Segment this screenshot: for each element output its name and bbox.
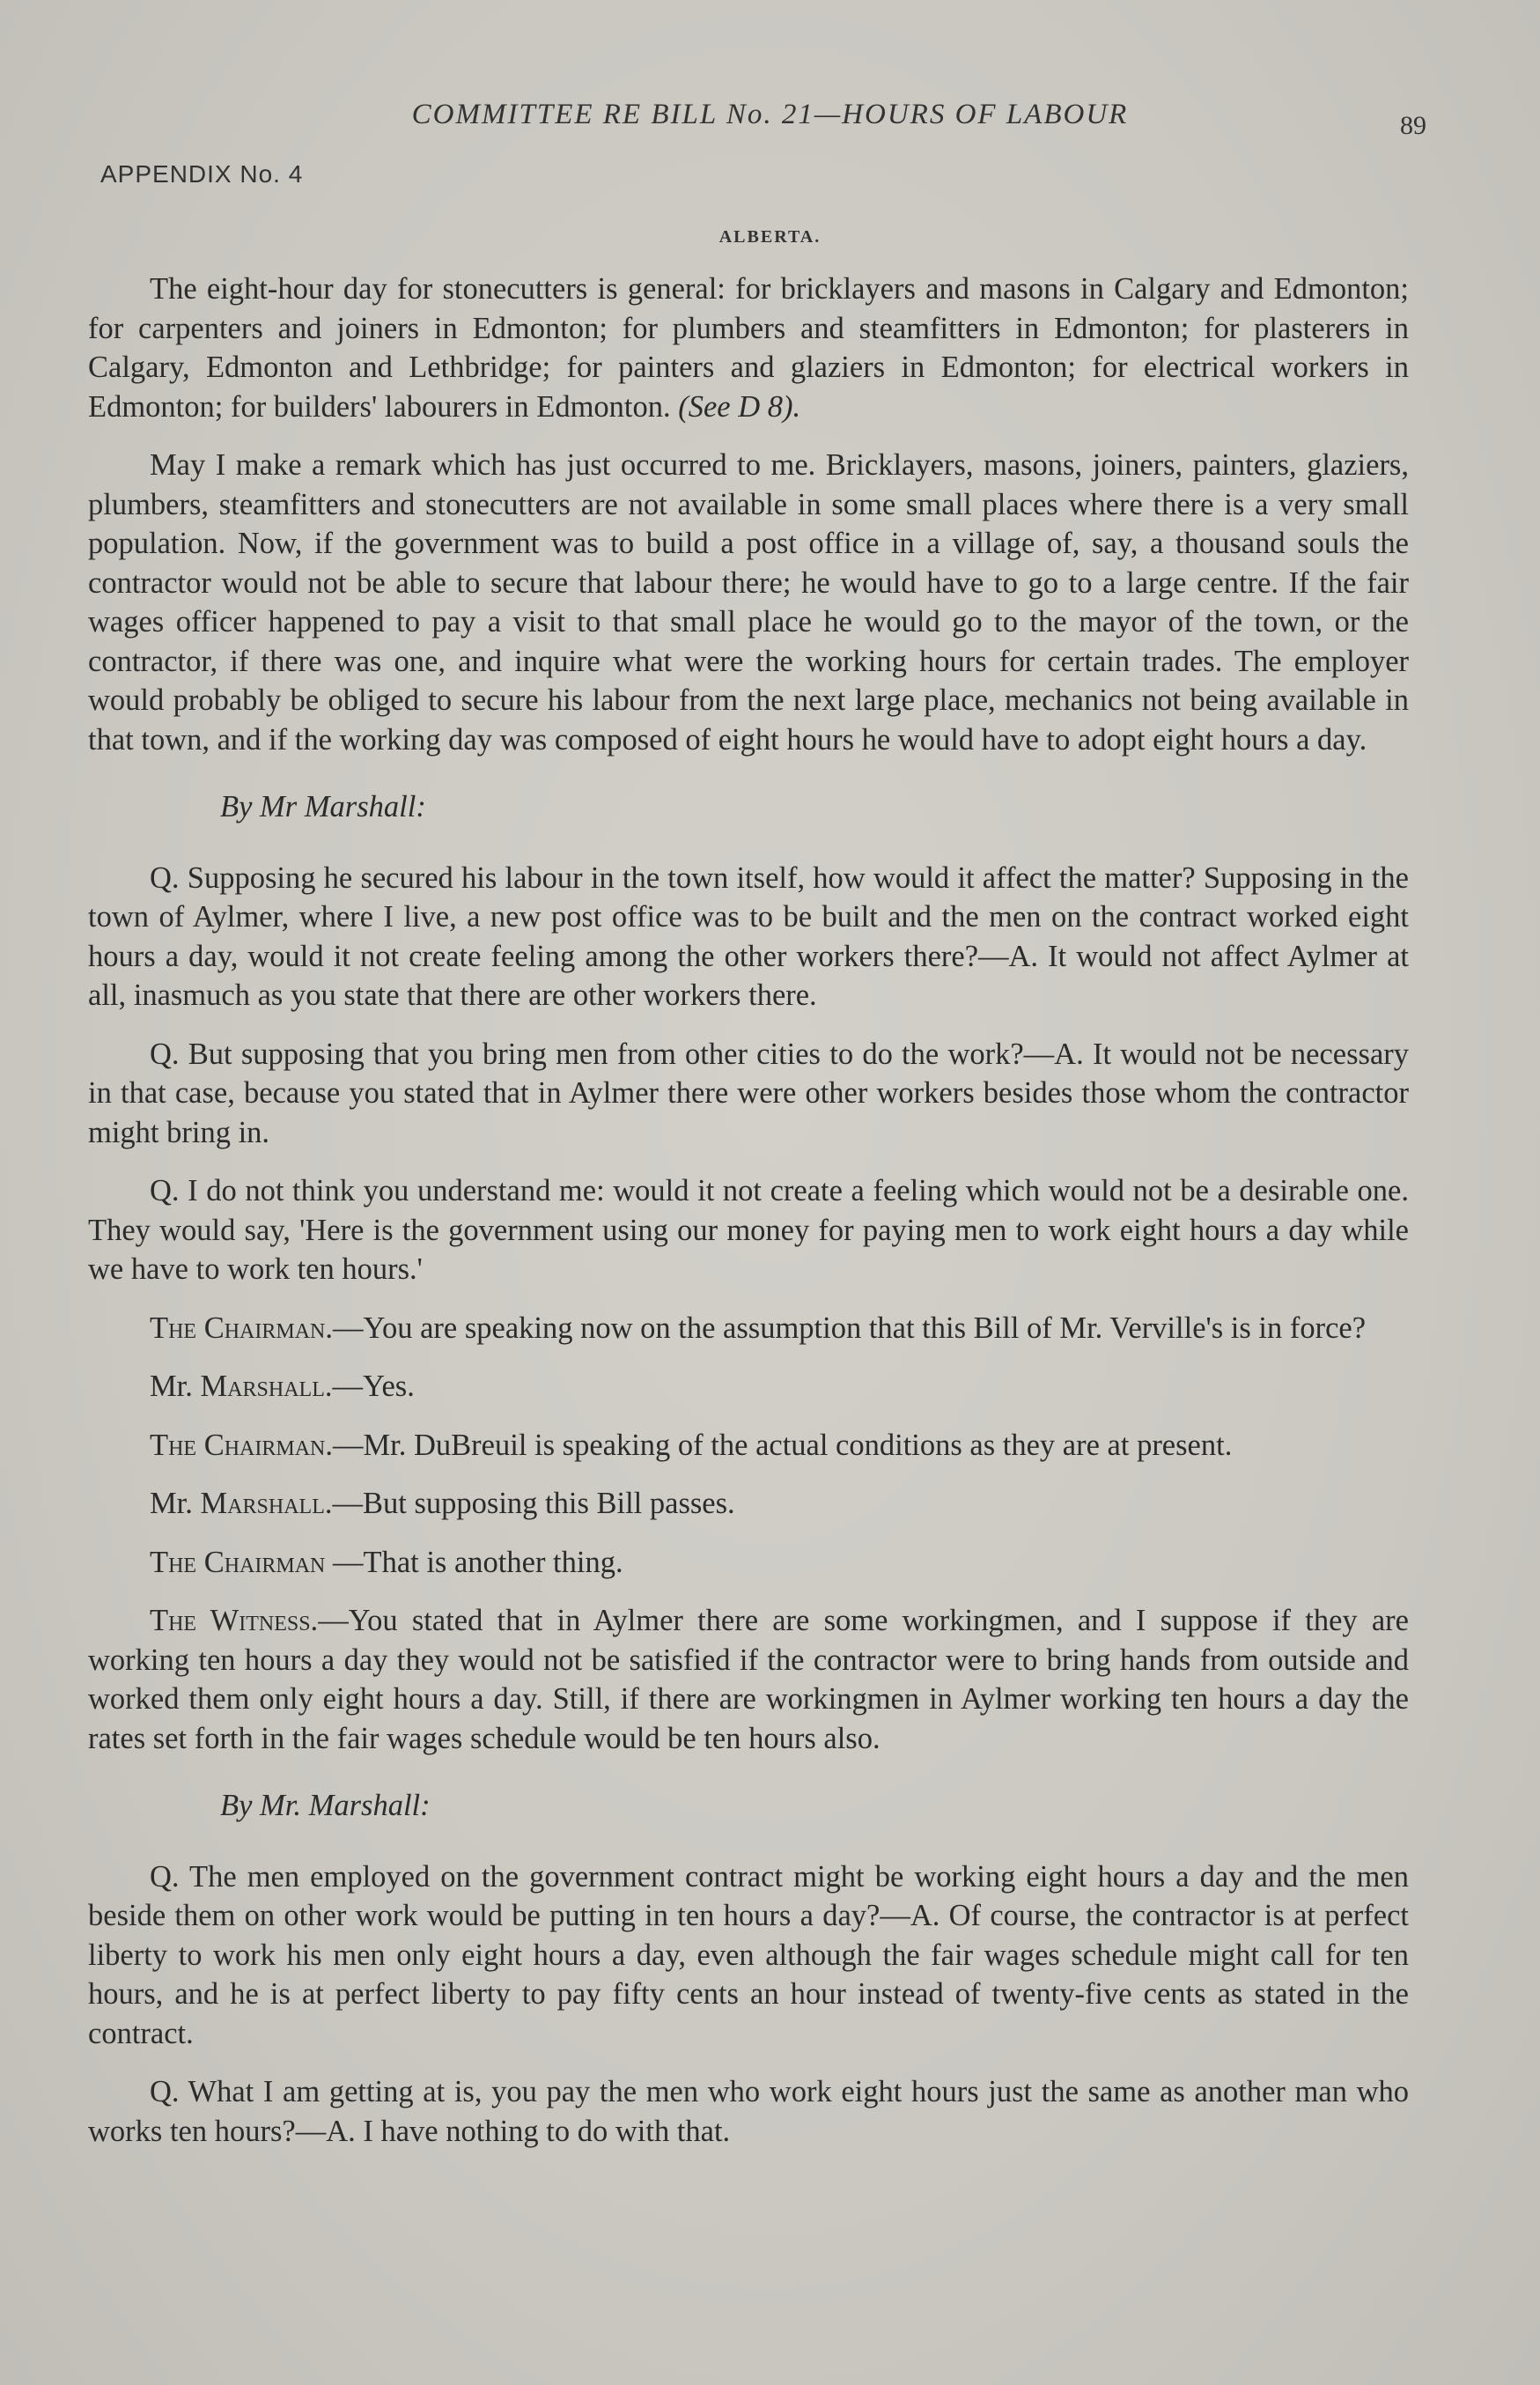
- speaker-name: The Witness.: [150, 1604, 319, 1637]
- speaker-name: Marshall.: [200, 1487, 333, 1520]
- speech-text: —You are speaking now on the assumption that this Bill of Mr. Verville's is in force?: [333, 1311, 1367, 1345]
- exchange-marshall: [88, 1484, 1409, 1524]
- speech-text: —Yes.: [332, 1370, 415, 1403]
- speech-text: —But supposing this Bill passes.: [332, 1487, 735, 1520]
- question-answer: Q. Supposing he secured his labour in the town itself, how would it affect the matter? Supposing in the town of Aylmer, where I live, a new post office was to be built and the men on the contract worked eight hours a day, would it not create feeling among the other workers there?—A. It would not affect Aylmer at all, inasmuch as you state that there are other workers there.: [88, 860, 1409, 1012]
- paragraph-text: The eight-hour day for stonecutters is general: for bricklayers and masons in Calgary and Edmonton; for carpenters and joiners in Edmonton; for plumbers and steamfitters in Edmonton; for plasterers in Calgary, Edmonton and Lethbridge; for painters and glaziers in Edmonton; for electrical workers in Edmonton; for builders' labourers in Edmonton.: [88, 272, 1409, 424]
- page-number: 89: [1400, 111, 1426, 140]
- body-text: [88, 270, 1409, 2170]
- examiner-heading: By Mr. Marshall:: [220, 1789, 431, 1822]
- speaker-prefix: Mr.: [150, 1487, 201, 1520]
- speaker-name: Marshall.: [200, 1370, 333, 1403]
- question-answer: Q. But supposing that you bring men from other cities to do the work?—A. It would not be necessary in that case, because you stated that in Aylmer there were other workers besides those whom the contractor might bring in.: [88, 1037, 1409, 1149]
- exchange-chairman: [88, 1309, 1409, 1348]
- appendix-label: APPENDIX No. 4: [100, 160, 304, 188]
- exchange-chairman: [88, 1543, 1409, 1583]
- speech-text: —You stated that in Aylmer there are some workingmen, and I suppose if they are working ten hours a day they would not be satisfied if the contractor were to bring hands from outside and worked them only eight hours a day. Still, if there are workingmen in Aylmer working ten hours a day the rates set forth in the fair wages schedule would be ten hours also.: [88, 1604, 1409, 1755]
- speech-text: —That is another thing.: [325, 1545, 623, 1579]
- cross-reference: (See D 8).: [678, 389, 801, 424]
- examiner-heading: By Mr Marshall:: [220, 790, 426, 823]
- speaker-prefix: Mr.: [150, 1370, 201, 1403]
- question-answer: Q. The men employed on the government contract might be working eight hours a day and the men beside them on other work would be putting in ten hours a day?—A. Of course, the contractor is at perfect liberty to work his men only eight hours a day, even although the fair wages schedule might call for ten hours, and he is at perfect liberty to pay fifty cents an hour instead of twenty-five cents as stated in the contract.: [88, 1859, 1409, 2050]
- question-answer: Q. I do not think you understand me: would it not create a feeling which would not be a desirable one. They would say, 'Here is the government using our money for paying men to work eight hours a day while we have to work ten hours.': [88, 1174, 1409, 1286]
- exchange-chairman: [88, 1426, 1409, 1466]
- question-answer: Q. What I am getting at is, you pay the men who work eight hours just the same as another man who works ten hours?—A. I have nothing to do with that.: [88, 2075, 1409, 2148]
- paragraph-remark: May I make a remark which has just occurred to me. Bricklayers, masons, joiners, painters, glaziers, plumbers, steamfitters and stonecutters are not available in some small places where there is a very small population. Now, if the government was to build a post office in a village of, say, a thousand souls the contractor would not be able to secure that labour there; he would have to go to a large centre. If the fair wages officer happened to pay a visit to that small place he would go to the mayor of the town, or the contractor, if there was one, and inquire what were the working hours for certain trades. The employer would probably be obliged to secure his labour from the next large place, mechanics not being available in that town, and if the working day was composed of eight hours he would have to adopt eight hours a day.: [88, 448, 1409, 757]
- speaker-name: The Chairman.: [150, 1311, 333, 1345]
- speech-text: —Mr. DuBreuil is speaking of the actual conditions as they are at present.: [333, 1428, 1233, 1462]
- running-head: COMMITTEE RE BILL No. 21—HOURS OF LABOUR: [411, 99, 1129, 130]
- exchange-marshall: [88, 1367, 1409, 1407]
- speaker-name: The Chairman: [150, 1545, 326, 1579]
- speaker-name: The Chairman.: [150, 1428, 333, 1462]
- section-heading: ALBERTA.: [718, 227, 822, 247]
- exchange-witness: [88, 1601, 1409, 1758]
- paragraph-eight-hour-day: [88, 270, 1409, 426]
